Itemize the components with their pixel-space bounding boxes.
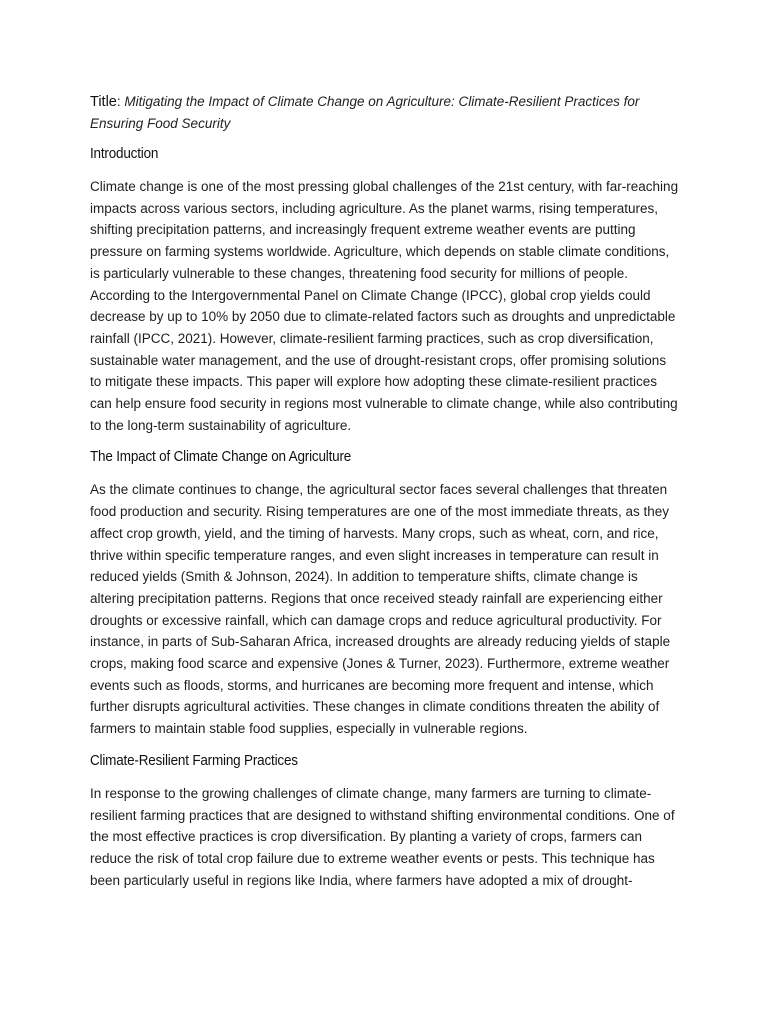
title-text: Mitigating the Impact of Climate Change on Agriculture: Climate-Resilient Practices for Ensuring Food Security	[90, 94, 640, 131]
section-heading-introduction: Introduction	[90, 146, 159, 162]
document-page	[90, 91, 680, 901]
section-paragraph-practices: In response to the growing challenges of climate change, many farmers are turning to climate-resilient farming practices that are designed to withstand shifting environmental conditions. One of the most effective practices is crop diversification. By planting a variety of crops, farmers can reduce the risk of total crop failure due to extreme weather events or pests. This technique has been particularly useful in regions like India, where farmers have adopted a mix of drought-	[90, 785, 675, 888]
title-label: Title	[90, 94, 117, 110]
section-paragraph-impact: As the climate continues to change, the agricultural sector faces several challenges that threaten food production and security. Rising temperatures are one of the most immediate threats, as they affect crop growth, yield, and the timing of harvests. Many crops, such as wheat, corn, and rice, thrive within specific temperature ranges, and even slight increases in temperature can result in reduced yields (Smith & Johnson, 2024). In addition to temperature shifts, climate change is altering precipitation patterns. Regions that once received steady rainfall are experiencing either droughts or excessive rainfall, which can damage crops and reduce agricultural productivity. For instance, in parts of Sub-Saharan Africa, increased droughts are already reducing yields of staple crops, making food scarce and expensive (Jones & Turner, 2023). Furthermore, extreme weather events such as floods, storms, and hurricanes are becoming more frequent and intense, which further disrupts agricultural activities. These changes in climate conditions threaten the ability of farmers to maintain stable food supplies, especially in vulnerable regions.	[90, 482, 671, 737]
section-heading-practices: Climate-Resilient Farming Practices	[90, 752, 298, 769]
document-title	[90, 91, 680, 135]
section-heading-impact: The Impact of Climate Change on Agriculture	[90, 449, 352, 466]
title-colon: :	[116, 94, 125, 109]
section-paragraph-introduction: Climate change is one of the most pressing global challenges of the 21st century, with far-reaching impacts across various sectors, including agriculture. As the planet warms, rising temperatures, shifting precipitation patterns, and increasingly frequent extreme weather events are putting pressure on farming systems worldwide. Agriculture, which depends on stable climate conditions, is particularly vulnerable to these changes, threatening food security for millions of people. According to the Intergovernmental Panel on Climate Change (IPCC), global crop yields could decrease by up to 10% by 2050 due to climate-related factors such as droughts and unpredictable rainfall (IPCC, 2021). However, climate-resilient farming practices, such as crop diversification, sustainable water management, and the use of drought-resistant crops, offer promising solutions to mitigate these impacts. This paper will explore how adopting these climate-resilient practices can help ensure food security in regions most vulnerable to climate change, while also contributing to the long-term sustainability of agriculture.	[90, 179, 679, 433]
